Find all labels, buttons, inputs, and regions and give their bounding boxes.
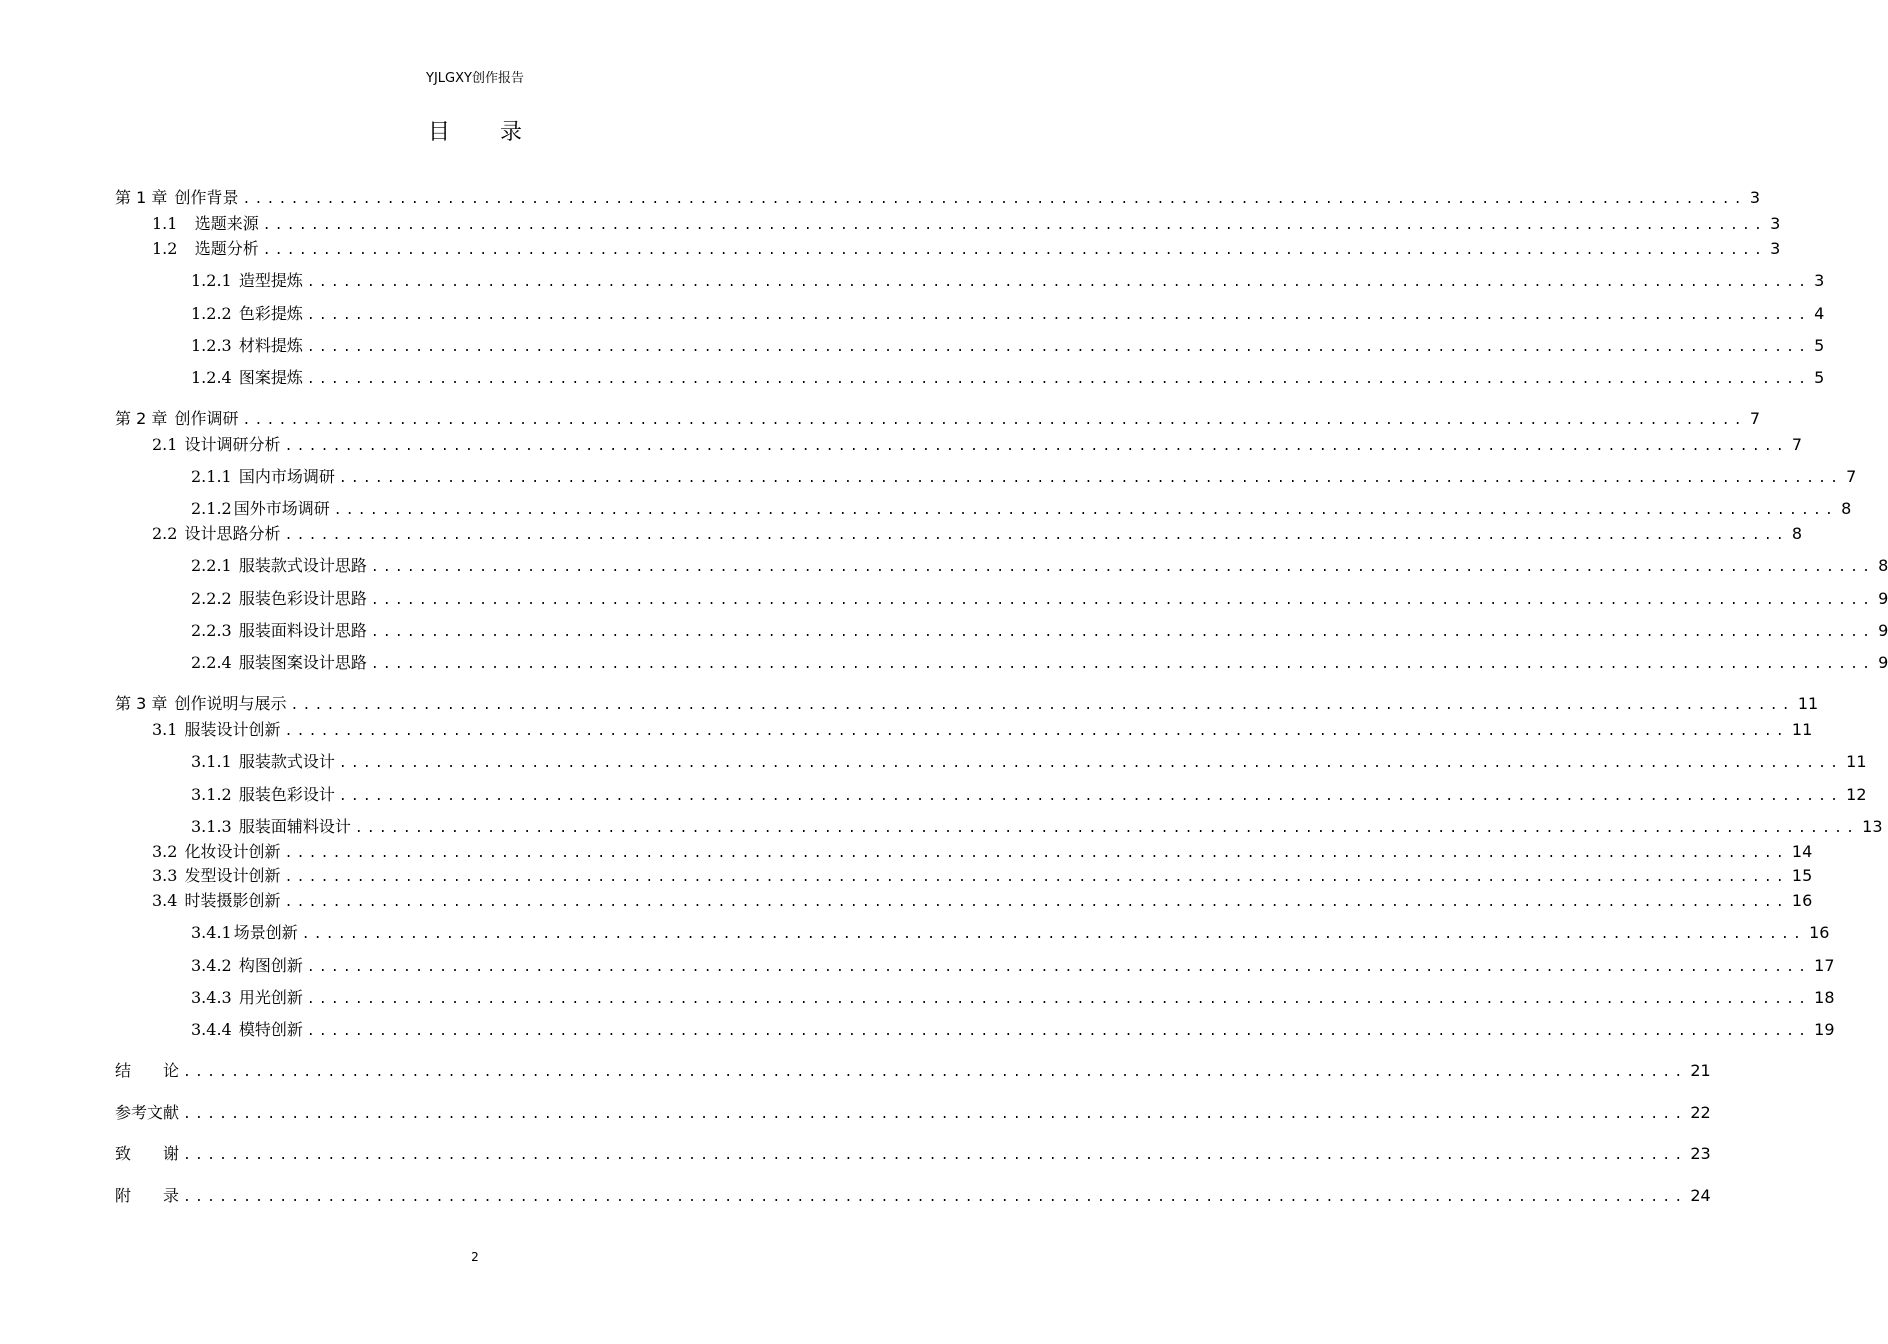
toc-page-number: 15 bbox=[1791, 866, 1813, 885]
toc-number: 2.2 bbox=[152, 524, 178, 543]
toc-title: 创作背景 bbox=[174, 188, 239, 207]
toc-entry-3-3[interactable] bbox=[152, 863, 1813, 885]
toc-number: 2.2.1 bbox=[191, 556, 232, 575]
toc-page-number: 21 bbox=[1690, 1061, 1711, 1080]
toc-page-number: 19 bbox=[1814, 1020, 1835, 1039]
toc-title: 化妆设计创新 bbox=[184, 842, 281, 861]
toc-leader: ............................................................................................................................. bbox=[306, 372, 1811, 387]
toc-entry-1-2-1[interactable] bbox=[191, 268, 1825, 290]
toc-title: 结 论 bbox=[115, 1061, 180, 1080]
toc-page-number: 3 bbox=[1770, 239, 1781, 258]
toc-title: 服装图案设计思路 bbox=[238, 653, 367, 672]
toc-title: 场景创新 bbox=[233, 923, 298, 942]
toc-leader: ............................................................................................................................. bbox=[301, 927, 1806, 942]
toc-title: 服装面料设计思路 bbox=[238, 621, 367, 640]
toc-page-number: 7 bbox=[1791, 435, 1803, 454]
toc-leader: ............................................................................................................................. bbox=[333, 503, 1838, 518]
toc-leader: ............................................................................................................................. bbox=[338, 789, 1843, 804]
toc-entry-chapter-2[interactable] bbox=[115, 406, 1760, 428]
toc-title: 国外市场调研 bbox=[233, 499, 330, 518]
toc-page-number: 16 bbox=[1809, 923, 1830, 942]
toc-entry-3-4-4[interactable] bbox=[191, 1017, 1835, 1039]
toc-leader: ............................................................................................................................. bbox=[284, 528, 1788, 543]
toc-leader: ............................................................................................................................. bbox=[338, 471, 1843, 486]
running-header: YJLGXY创作报告 bbox=[426, 71, 524, 86]
toc-page-number: 18 bbox=[1814, 988, 1835, 1007]
toc-leader: ............................................................................................................................. bbox=[338, 756, 1843, 771]
toc-page-number: 22 bbox=[1690, 1103, 1711, 1122]
toc-page-number: 12 bbox=[1846, 785, 1867, 804]
toc-title: 参考文献 bbox=[115, 1103, 180, 1122]
toc-leader: ............................................................................................................................. bbox=[306, 275, 1811, 290]
toc-page-number: 3 bbox=[1770, 214, 1781, 233]
toc-entry-3-4[interactable] bbox=[152, 888, 1813, 910]
toc-leader: ............................................................................................................................. bbox=[242, 192, 1746, 207]
toc-leader: ............................................................................................................................. bbox=[284, 895, 1788, 910]
toc-number: 2.2.4 bbox=[191, 653, 232, 672]
toc-number: 3.1 bbox=[152, 720, 178, 739]
toc-entry-3-4-3[interactable] bbox=[191, 985, 1835, 1007]
toc-leader: ............................................................................................................................. bbox=[262, 243, 1767, 258]
toc-number: 3.1.2 bbox=[191, 785, 232, 804]
toc-entry-2-2-4[interactable] bbox=[191, 650, 1888, 672]
toc-entry-2-1-2[interactable] bbox=[191, 496, 1852, 518]
toc-number: 2.1 bbox=[152, 435, 178, 454]
toc-leader: ............................................................................................................................. bbox=[370, 625, 1875, 640]
toc-title: 服装设计创新 bbox=[184, 720, 281, 739]
toc-entry-acknowledgements[interactable] bbox=[115, 1141, 1711, 1163]
toc-entry-1-2-3[interactable] bbox=[191, 333, 1825, 355]
toc-number: 2.2.3 bbox=[191, 621, 232, 640]
toc-page-number: 3 bbox=[1749, 188, 1760, 207]
toc-page-number: 13 bbox=[1862, 817, 1883, 836]
toc-title: 选题来源 bbox=[194, 214, 259, 233]
toc-page-number: 7 bbox=[1846, 467, 1857, 486]
toc-leader: ............................................................................................................................. bbox=[284, 439, 1788, 454]
toc-leader: ............................................................................................................................. bbox=[284, 724, 1788, 739]
toc-title: 服装款式设计思路 bbox=[238, 556, 367, 575]
toc-number: 3.4.4 bbox=[191, 1020, 232, 1039]
toc-title: 色彩提炼 bbox=[238, 304, 303, 323]
toc-leader: ............................................................................................................................. bbox=[354, 821, 1859, 836]
toc-number: 第 1 章 bbox=[115, 188, 168, 207]
toc-number: 1.2.1 bbox=[191, 271, 232, 290]
toc-leader: ............................................................................................................................. bbox=[183, 1148, 1687, 1163]
toc-entry-2-2[interactable] bbox=[152, 521, 1803, 543]
toc-entry-2-2-3[interactable] bbox=[191, 618, 1888, 640]
toc-page-number: 5 bbox=[1814, 368, 1825, 387]
toc-leader: ............................................................................................................................. bbox=[306, 1024, 1811, 1039]
toc-number: 3.3 bbox=[152, 866, 178, 885]
toc-entry-3-4-2[interactable] bbox=[191, 953, 1835, 975]
toc-entry-chapter-1[interactable] bbox=[115, 185, 1760, 207]
toc-page-number: 9 bbox=[1878, 621, 1888, 640]
toc-number: 3.4.3 bbox=[191, 988, 232, 1007]
toc-leader: ............................................................................................................................. bbox=[306, 308, 1811, 323]
toc-leader: ............................................................................................................................. bbox=[370, 560, 1875, 575]
toc-page-number: 5 bbox=[1814, 336, 1825, 355]
toc-page-number: 3 bbox=[1814, 271, 1825, 290]
toc-title: 选题分析 bbox=[194, 239, 259, 258]
toc-number: 第 2 章 bbox=[115, 409, 168, 428]
toc-title: 设计思路分析 bbox=[184, 524, 281, 543]
toc-title: 服装色彩设计思路 bbox=[238, 589, 367, 608]
toc-entry-3-2[interactable] bbox=[152, 839, 1813, 861]
toc-page-number: 4 bbox=[1814, 304, 1825, 323]
title-char-right: 录 bbox=[500, 120, 523, 145]
toc-page-number: 11 bbox=[1797, 694, 1819, 713]
toc-number: 3.1.1 bbox=[191, 752, 232, 771]
toc-title: 发型设计创新 bbox=[184, 866, 281, 885]
toc-leader: ............................................................................................................................. bbox=[284, 846, 1788, 861]
toc-entry-2-1-1[interactable] bbox=[191, 464, 1857, 486]
toc-leader: ............................................................................................................................. bbox=[370, 593, 1875, 608]
toc-leader: ............................................................................................................................. bbox=[183, 1107, 1687, 1122]
toc-title: 创作说明与展示 bbox=[174, 694, 287, 713]
toc-title: 材料提炼 bbox=[238, 336, 303, 355]
toc-entry-2-2-1[interactable] bbox=[191, 553, 1888, 575]
toc-title: 模特创新 bbox=[238, 1020, 303, 1039]
toc-number: 1.1 bbox=[152, 214, 178, 233]
toc-page-number: 17 bbox=[1814, 956, 1835, 975]
toc-entry-1-2-4[interactable] bbox=[191, 365, 1825, 387]
toc-title: 设计调研分析 bbox=[184, 435, 281, 454]
toc-leader: ............................................................................................................................. bbox=[183, 1190, 1687, 1205]
toc-title: 致 谢 bbox=[115, 1144, 180, 1163]
toc-page-number: 9 bbox=[1878, 653, 1888, 672]
toc-page-number: 8 bbox=[1791, 524, 1803, 543]
toc-number: 1.2.3 bbox=[191, 336, 232, 355]
toc-number: 2.1.1 bbox=[191, 467, 232, 486]
toc-page-number: 23 bbox=[1690, 1144, 1711, 1163]
toc-entry-3-4-1[interactable] bbox=[191, 920, 1830, 942]
toc-number: 2.2.2 bbox=[191, 589, 232, 608]
toc-title: 用光创新 bbox=[238, 988, 303, 1007]
toc-leader: ............................................................................................................................. bbox=[370, 657, 1875, 672]
toc-number: 1.2.2 bbox=[191, 304, 232, 323]
toc-entry-conclusion[interactable] bbox=[115, 1058, 1711, 1080]
toc-entry-1-2[interactable] bbox=[152, 236, 1781, 258]
toc-title: 国内市场调研 bbox=[238, 467, 335, 486]
title-char-left: 目 bbox=[427, 120, 450, 145]
toc-leader: ............................................................................................................................. bbox=[290, 698, 1794, 713]
toc-entry-3-1[interactable] bbox=[152, 717, 1813, 739]
toc-entry-3-1-3[interactable] bbox=[191, 814, 1883, 836]
toc-page-number: 7 bbox=[1749, 409, 1760, 428]
toc-entry-chapter-3[interactable] bbox=[115, 691, 1819, 713]
toc-title: 构图创新 bbox=[238, 956, 303, 975]
toc-number: 3.4.1 bbox=[191, 923, 232, 942]
toc-page-number: 11 bbox=[1846, 752, 1867, 771]
toc-entry-1-2-2[interactable] bbox=[191, 301, 1825, 323]
toc-title: 服装面辅料设计 bbox=[238, 817, 351, 836]
toc-number: 3.4.2 bbox=[191, 956, 232, 975]
toc-entry-2-1[interactable] bbox=[152, 432, 1803, 454]
toc-leader: ............................................................................................................................. bbox=[306, 340, 1811, 355]
toc-title: 时装摄影创新 bbox=[184, 891, 281, 910]
toc-entry-references[interactable] bbox=[115, 1100, 1711, 1122]
toc-entry-3-1-2[interactable] bbox=[191, 782, 1867, 804]
page-number: 2 bbox=[471, 1250, 479, 1264]
page-title bbox=[0, 115, 950, 146]
toc-page-number: 16 bbox=[1791, 891, 1813, 910]
toc-title: 附 录 bbox=[115, 1186, 180, 1205]
toc-number: 2.1.2 bbox=[191, 499, 232, 518]
toc-number: 3.1.3 bbox=[191, 817, 232, 836]
toc-entry-appendix[interactable] bbox=[115, 1183, 1711, 1205]
toc-leader: ............................................................................................................................. bbox=[306, 992, 1811, 1007]
toc-leader: ............................................................................................................................. bbox=[306, 960, 1811, 975]
toc-entry-2-2-2[interactable] bbox=[191, 586, 1888, 608]
toc-entry-1-1[interactable] bbox=[152, 211, 1781, 233]
toc-title: 服装款式设计 bbox=[238, 752, 335, 771]
toc-number: 1.2.4 bbox=[191, 368, 232, 387]
toc-title: 图案提炼 bbox=[238, 368, 303, 387]
toc-page-number: 9 bbox=[1878, 589, 1888, 608]
toc-page-number: 11 bbox=[1791, 720, 1813, 739]
toc-page-number: 8 bbox=[1878, 556, 1888, 575]
toc-title: 创作调研 bbox=[174, 409, 239, 428]
toc-title: 造型提炼 bbox=[238, 271, 303, 290]
toc-number: 第 3 章 bbox=[115, 694, 168, 713]
toc-entry-3-1-1[interactable] bbox=[191, 749, 1867, 771]
toc-number: 3.2 bbox=[152, 842, 178, 861]
toc-number: 3.4 bbox=[152, 891, 178, 910]
toc-leader: ............................................................................................................................. bbox=[262, 218, 1767, 233]
toc-leader: ............................................................................................................................. bbox=[183, 1065, 1687, 1080]
toc-number: 1.2 bbox=[152, 239, 178, 258]
toc-leader: ............................................................................................................................. bbox=[284, 870, 1788, 885]
toc-leader: ............................................................................................................................. bbox=[242, 413, 1746, 428]
toc-page-number: 24 bbox=[1690, 1186, 1711, 1205]
toc-page-number: 8 bbox=[1841, 499, 1852, 518]
toc-page-number: 14 bbox=[1791, 842, 1813, 861]
toc-title: 服装色彩设计 bbox=[238, 785, 335, 804]
